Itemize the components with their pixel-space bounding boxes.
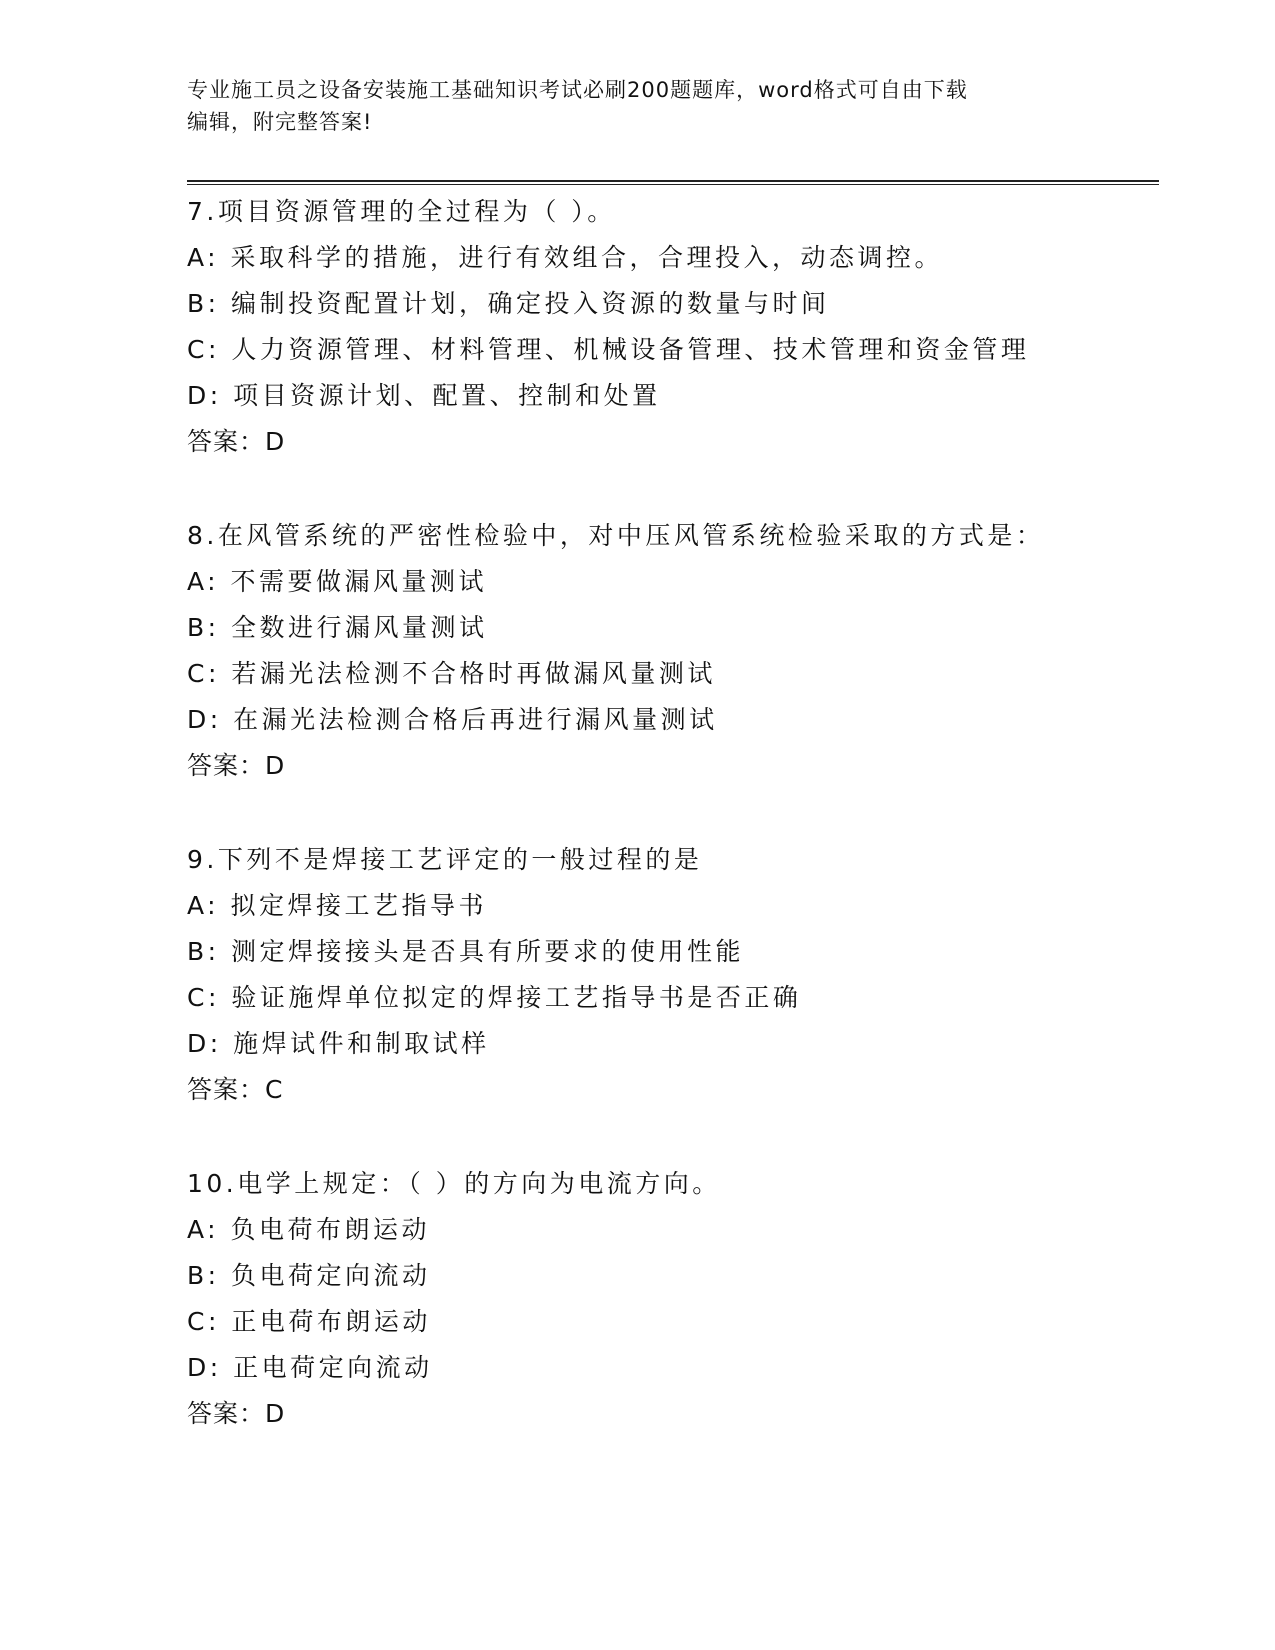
option-c: C: 验证施焊单位拟定的焊接工艺指导书是否正确: [187, 983, 802, 1012]
header-title-line-2: 编辑，附完整答案!: [187, 110, 373, 134]
question-7: [187, 189, 1159, 465]
question-9: [187, 837, 1159, 1113]
answer-line: 答案：D: [187, 427, 286, 456]
question-list: [187, 189, 1159, 1485]
answer-line: 答案：C: [187, 1075, 284, 1104]
option-d: D: 在漏光法检测合格后再进行漏风量测试: [187, 705, 718, 734]
header-divider-thick: [187, 180, 1159, 182]
option-b: B: 编制投资配置计划，确定投入资源的数量与时间: [187, 289, 830, 318]
document-header: [187, 74, 1087, 138]
question-stem: 9.下列不是焊接工艺评定的一般过程的是: [187, 845, 703, 874]
option-a: A: 采取科学的措施，进行有效组合，合理投入，动态调控。: [187, 243, 944, 272]
answer-line: 答案：D: [187, 1399, 286, 1428]
question-8: [187, 513, 1159, 789]
header-divider-thin: [187, 184, 1159, 185]
answer-line: 答案：D: [187, 751, 286, 780]
option-d: D: 项目资源计划、配置、控制和处置: [187, 381, 661, 410]
option-a: A: 拟定焊接工艺指导书: [187, 891, 488, 920]
option-a: A: 不需要做漏风量测试: [187, 567, 488, 596]
question-10: [187, 1161, 1159, 1437]
question-stem: 10.电学上规定：（ ）的方向为电流方向。: [187, 1169, 721, 1198]
option-c: C: 人力资源管理、材料管理、机械设备管理、技术管理和资金管理: [187, 335, 1030, 364]
option-b: B: 全数进行漏风量测试: [187, 613, 488, 642]
option-a: A: 负电荷布朗运动: [187, 1215, 431, 1244]
header-title-line-1: 专业施工员之设备安装施工基础知识考试必刷200题题库，word格式可自由下载: [187, 78, 968, 102]
question-stem: 7.项目资源管理的全过程为（ ）。: [187, 197, 616, 226]
option-c: C: 若漏光法检测不合格时再做漏风量测试: [187, 659, 716, 688]
option-c: C: 正电荷布朗运动: [187, 1307, 431, 1336]
option-b: B: 测定焊接接头是否具有所要求的使用性能: [187, 937, 745, 966]
option-d: D: 施焊试件和制取试样: [187, 1029, 490, 1058]
question-stem: 8.在风管系统的严密性检验中，对中压风管系统检验采取的方式是：: [187, 521, 1045, 550]
option-d: D: 正电荷定向流动: [187, 1353, 433, 1382]
option-b: B: 负电荷定向流动: [187, 1261, 431, 1290]
